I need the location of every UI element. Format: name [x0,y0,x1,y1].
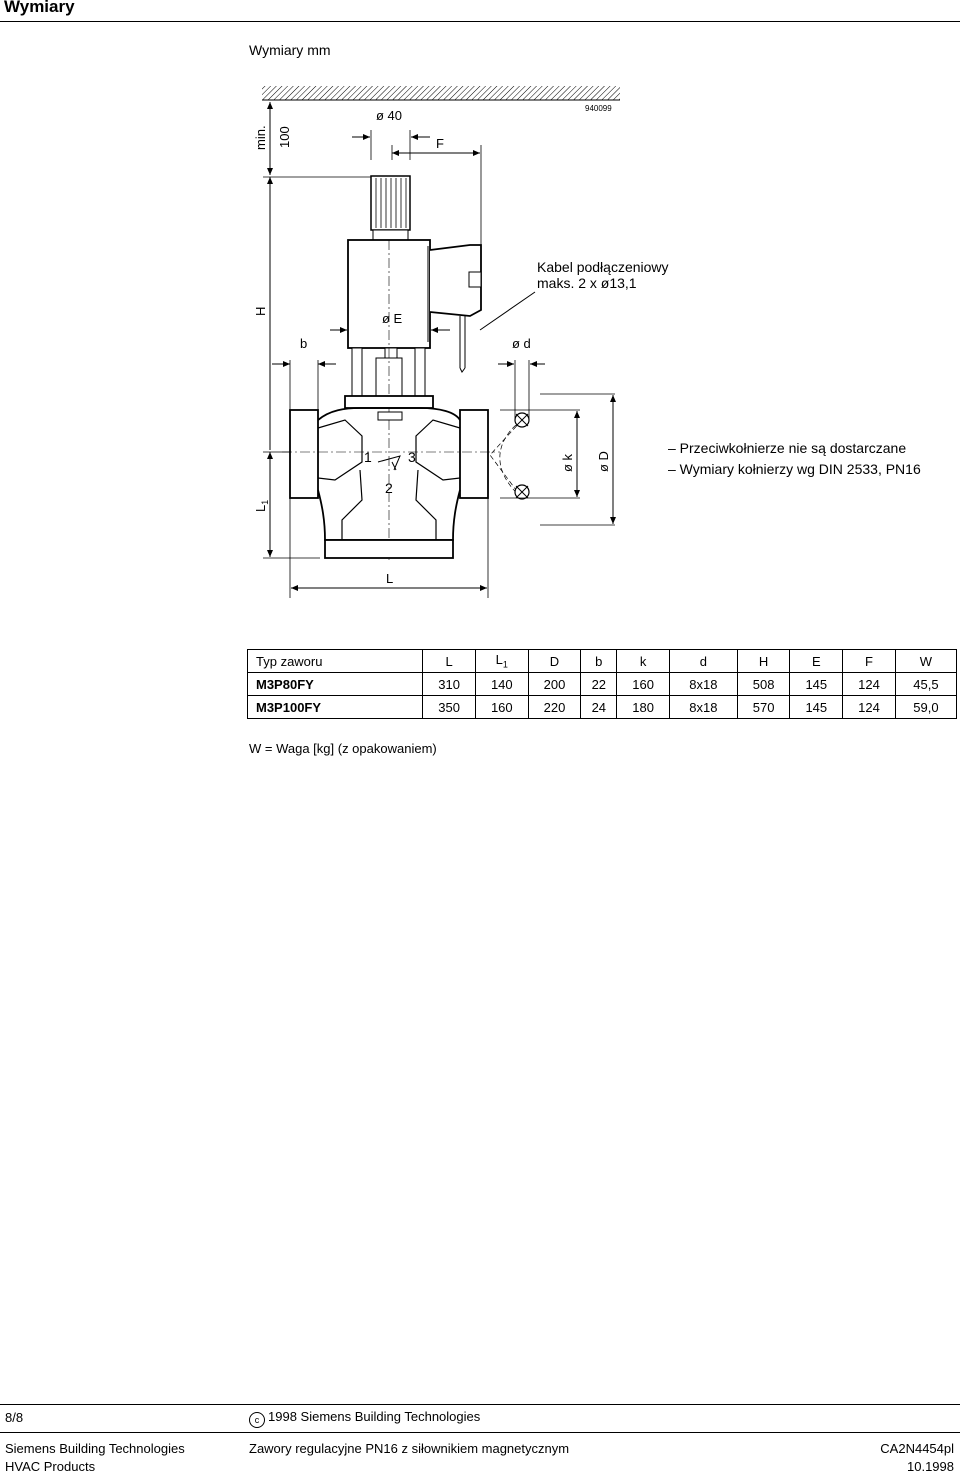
col-header: L [423,650,476,673]
phiD-label: ø D [596,451,611,472]
port-1-label: 1 [364,449,372,465]
cell: 570 [737,696,790,719]
col-header: D [528,650,581,673]
l1-label: $L_1$ [253,499,270,512]
cell: 310 [423,673,476,696]
l-label: L [386,571,394,586]
footer-doc-title: Zawory regulacyjne PN16 z siłownikiem magnetycznym [249,1441,570,1456]
clearance-100-label: 100 [277,126,292,148]
page-number: 8/8 [5,1410,24,1425]
cable-note-line2: maks. 2 x ø13,1 [537,275,637,291]
col-header: Typ zaworu [248,650,423,673]
page-header-title: Wymiary [4,0,75,16]
footer-rule-bottom [0,1432,960,1433]
min-label: min. [253,125,268,150]
weight-note: W = Waga [kg] (z opakowaniem) [249,741,437,756]
drawing-subtitle: Wymiary mm [249,42,331,58]
table-header-row [248,650,957,673]
col-header: d [669,650,737,673]
col-header: b [581,650,617,673]
phid-label: ø d [512,336,531,351]
table-row [248,673,957,696]
h-label: H [253,306,268,316]
flange-note-2: – Wymiary kołnierzy wg DIN 2533, PN16 [668,461,921,477]
cell: 508 [737,673,790,696]
cell: 8x18 [669,696,737,719]
cell: 200 [528,673,581,696]
cell: 220 [528,696,581,719]
cable-note-line1: Kabel podłączeniowy [537,259,669,275]
table-row [248,696,957,719]
cell: 145 [790,696,843,719]
port-3-label: 3 [408,449,416,465]
f-label: F [436,136,444,151]
ceiling-hatch [262,86,620,100]
cell: 160 [617,673,670,696]
cell: 8x18 [669,673,737,696]
copyright: c 1998 Siemens Building Technologies [249,1409,480,1428]
cell: 180 [617,696,670,719]
b-label: b [300,336,308,351]
footer-doc-code: CA2N4454pl [880,1441,954,1456]
phiE-label: ø E [382,311,403,326]
phi40-label: ø 40 [376,108,403,123]
phik-label: ø k [560,453,575,472]
flange-note-1: – Przeciwkołnierze nie są dostarczane [668,440,907,456]
footer-date: 10.1998 [907,1459,954,1474]
cell: 59,0 [895,696,956,719]
actuator-knob [371,176,410,230]
cell: 124 [843,673,896,696]
copyright-icon: c [249,1412,265,1428]
port-2-label: 2 [385,480,393,496]
footer-division: HVAC Products [5,1459,96,1474]
col-header: k [617,650,670,673]
footer-rule-top [0,1404,960,1405]
cell: 140 [475,673,528,696]
col-header: W [895,650,956,673]
cell: 350 [423,696,476,719]
cell: 124 [843,696,896,719]
valve-dimension-drawing [0,0,960,610]
cell: 22 [581,673,617,696]
col-header: F [843,650,896,673]
cell: 24 [581,696,617,719]
cell: 160 [475,696,528,719]
dimensions-table [247,649,957,719]
col-header: $L_1$ [475,650,528,673]
cell: 45,5 [895,673,956,696]
footer-company: Siemens Building Technologies [5,1441,185,1456]
cell-valve-type: M3P100FY [248,696,423,719]
col-header: H [737,650,790,673]
cell-valve-type: M3P80FY [248,673,423,696]
cell: 145 [790,673,843,696]
drawing-code: 940099 [585,104,612,113]
col-header: E [790,650,843,673]
